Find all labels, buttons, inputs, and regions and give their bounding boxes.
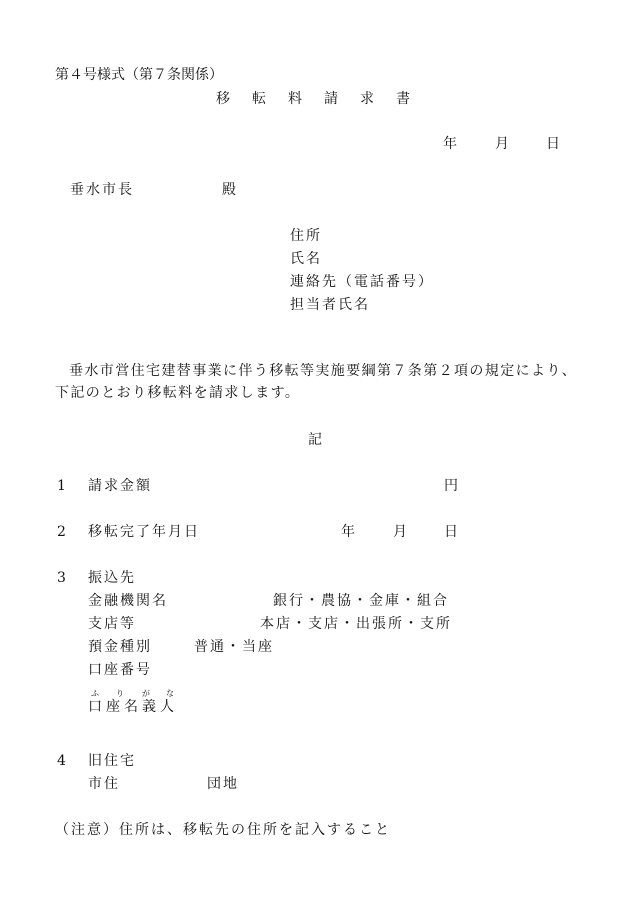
applicant-contact-label: 連絡先（電話番号）: [290, 274, 434, 290]
date-day: 日: [546, 136, 560, 152]
date-year: 年: [443, 136, 457, 152]
ki-heading: 記: [308, 432, 322, 448]
item2-month: 月: [393, 524, 407, 540]
item1-label: 請求金額: [88, 478, 152, 494]
addressee-honorific: 殿: [222, 182, 236, 198]
bank-options: 銀行・農協・金庫・組合: [273, 593, 449, 609]
item2-number: 2: [57, 524, 66, 540]
item3-number: 3: [57, 570, 66, 586]
ruby-char: が: [142, 689, 150, 698]
form-number: 第４号様式（第７条関係）: [55, 67, 223, 83]
bank-label: 金融機関名: [88, 593, 168, 609]
branch-label: 支店等: [88, 616, 136, 632]
applicant-address-label: 住所: [290, 228, 322, 244]
request-body: 垂水市営住宅建替事業に伴う移転等実施要綱第７条第２項の規定により、下記のとおり移転料を請求します。: [55, 363, 578, 401]
account-holder-label: 口座名義人: [88, 699, 178, 715]
account-type-options: 普通・当座: [194, 639, 274, 655]
item2-label: 移転完了年月日: [88, 524, 200, 540]
item4-number: 4: [57, 753, 66, 769]
ruby-char: な: [166, 689, 174, 698]
item1-unit: 円: [444, 478, 458, 494]
item4-label: 旧住宅: [88, 753, 136, 769]
note: （注意）住所は、移転先の住所を記入すること: [55, 822, 391, 838]
account-number-label: 口座番号: [88, 662, 152, 678]
item2-year: 年: [341, 524, 355, 540]
document-title: 移転料請求書: [216, 91, 432, 107]
branch-options: 本店・支店・出張所・支所: [260, 616, 452, 632]
addressee-name: 垂水市長: [70, 182, 134, 198]
item3-label: 振込先: [88, 570, 136, 586]
item2-day: 日: [444, 524, 458, 540]
applicant-person-label: 担当者氏名: [290, 297, 370, 313]
item4-complex: 団地: [207, 776, 239, 792]
account-type-label: 預金種別: [88, 639, 152, 655]
date-month: 月: [495, 136, 509, 152]
applicant-name-label: 氏名: [290, 251, 322, 267]
item1-number: 1: [57, 478, 66, 494]
ruby-char: り: [116, 689, 124, 698]
item4-city: 市住: [88, 776, 120, 792]
ruby-char: ふ: [91, 689, 99, 698]
